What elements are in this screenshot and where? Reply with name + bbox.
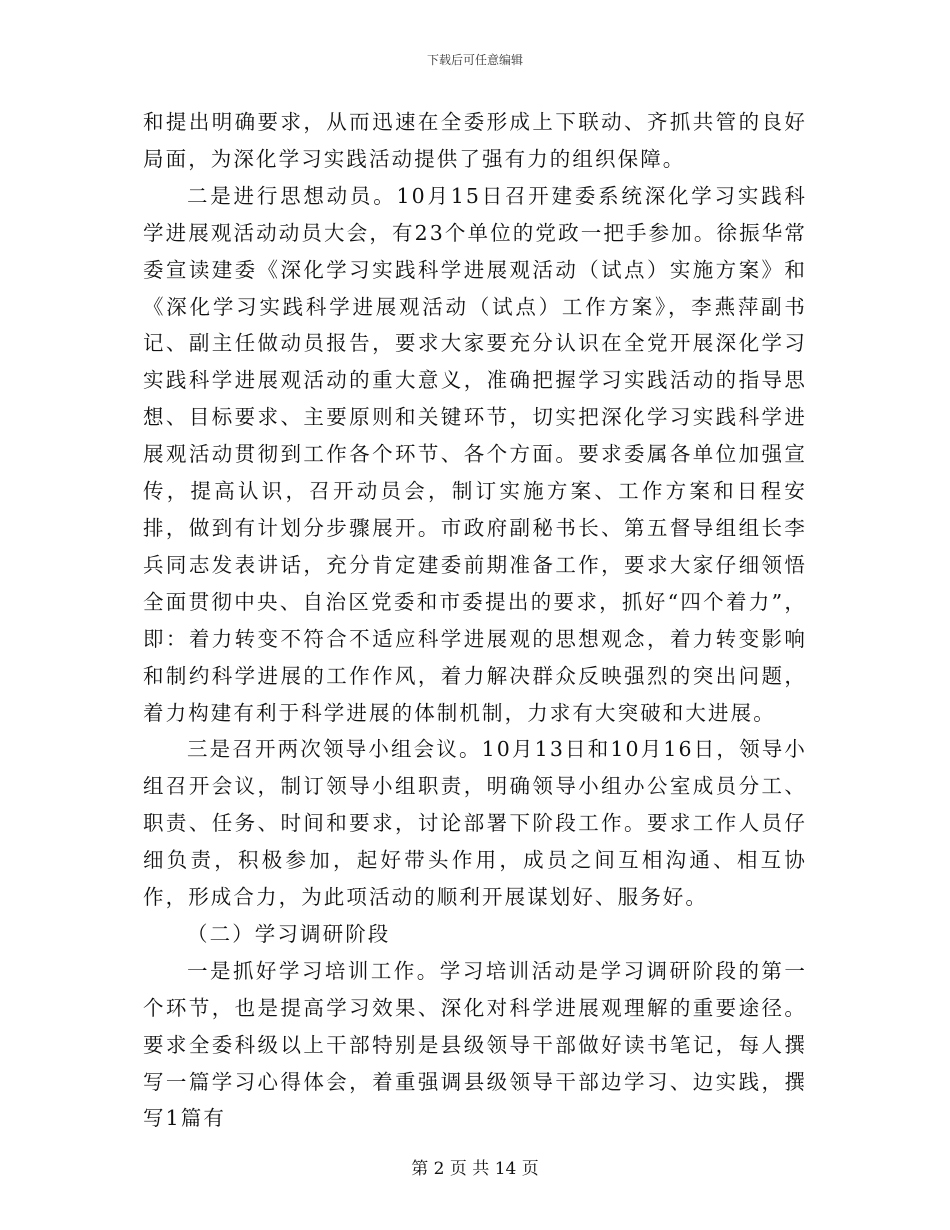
paragraph-study-training: 一是抓好学习培训工作。学习培训活动是学习调研阶段的第一个环节，也是提高学习效果、深化对科学进展观理解的重要途径。要求全委科级以上干部特别是县级领导干部做好读书笔记，每人撰写一篇学习心得体会，着重强调县级领导干部边学习、边实践，撰写1篇有 (143, 958, 807, 1131)
document-body (143, 104, 807, 1137)
paragraph-mobilization: 二是进行思想动员。10月15日召开建委系统深化学习实践科学进展观活动动员大会，有23个单位的党政一把手参加。徐振华常委宣读建委《深化学习实践科学进展观活动（试点）实施方案》和《深化学习实践科学进展观活动（试点）工作方案》，李燕萍副书记、副主任做动员报告，要求大家要充分认识在全党开展深化学习实践科学进展观活动的重大意义，准确把握学习实践活动的指导思想、目标要求、主要原则和关键环节，切实把深化学习实践科学进展观活动贯彻到工作各个环节、各个方面。要求委属各单位加强宣传，提高认识，召开动员会，制订实施方案、工作方案和日程安排，做到有计划分步骤展开。市政府副秘书长、第五督导组组长李兵同志发表讲话，充分肯定建委前期准备工作，要求大家仔细领悟全面贯彻中央、自治区党委和市委提出的要求，抓好“四个着力”，即：着力转变不符合不适应科学进展观的思想观念，着力转变影响和制约科学进展的工作作风，着力解决群众反映强烈的突出问题，着力构建有利于科学进展的体制机制，力求有大突破和大进展。 (143, 183, 807, 725)
page-number-footer: 第 2 页 共 14 页 (411, 1159, 539, 1179)
paragraph-continuation: 和提出明确要求，从而迅速在全委形成上下联动、齐抓共管的良好局面，为深化学习实践活动提供了强有力的组织保障。 (143, 110, 807, 171)
section-heading: （二）学习调研阶段 (187, 921, 391, 946)
page-header: 下载后可任意编辑 (426, 53, 523, 67)
paragraph-leadership-meetings: 三是召开两次领导小组会议。10月13日和10月16日，领导小组召开会议，制订领导小组职责，明确领导小组办公室成员分工、职责、任务、时间和要求，讨论部署下阶段工作。要求工作人员仔细负责，积极参加，起好带头作用，成员之间互相沟通、相互协作，形成合力，为此项活动的顺利开展谋划好、服务好。 (143, 737, 807, 910)
